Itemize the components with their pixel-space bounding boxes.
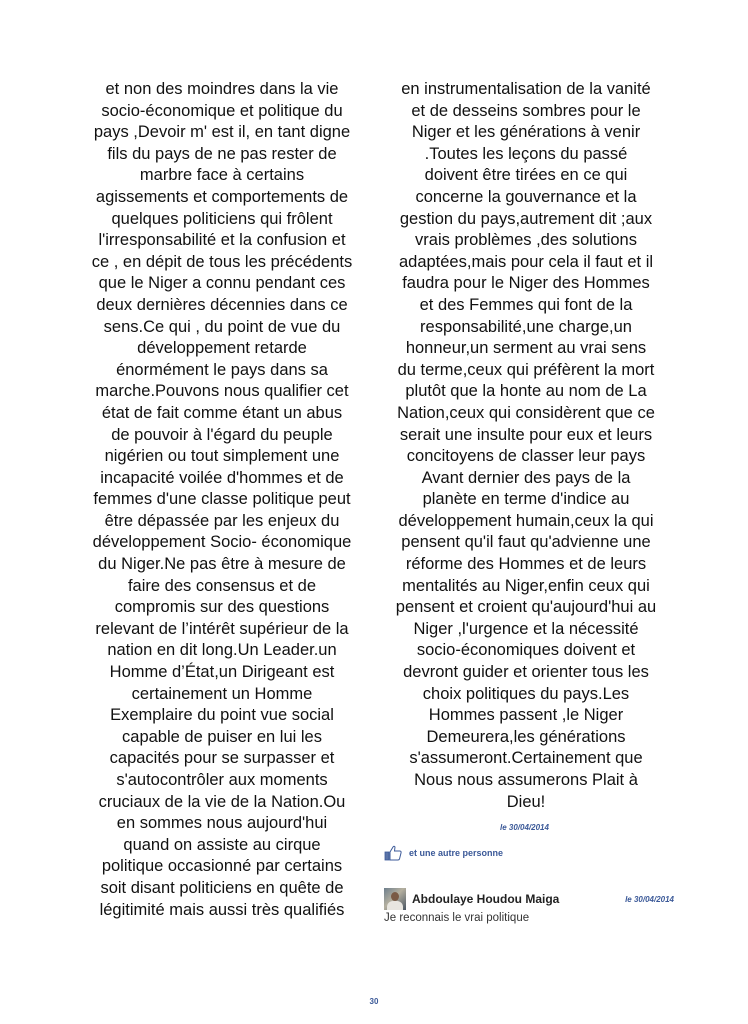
- text-line: du Niger.Ne pas être à mesure de: [98, 555, 346, 574]
- text-line: ce , en dépit de tous les précédents: [91, 252, 353, 271]
- text-line: marche.Pouvons nous qualifier cet: [95, 382, 349, 401]
- text-line: serait une insulte pour eux et leurs: [399, 425, 653, 444]
- text-line: deux dernières décennies dans ce: [96, 295, 348, 314]
- avatar[interactable]: [384, 888, 406, 910]
- article-right-column: [380, 79, 672, 813]
- text-line: incapacité voilée d'hommes et de: [100, 468, 344, 487]
- post-date[interactable]: le 30/04/2014: [500, 823, 549, 832]
- text-line: Hommes passent ,le Niger: [428, 706, 624, 725]
- text-line: capable de puiser en lui les: [122, 727, 322, 746]
- page-number: 30: [369, 997, 379, 1006]
- text-line: l'irresponsabilité et la confusion et: [98, 231, 346, 250]
- text-line: en sommes nous aujourd'hui: [116, 814, 328, 833]
- text-line: .Toutes les leçons du passé: [424, 144, 628, 163]
- text-line: sens.Ce qui , du point de vue du: [103, 317, 341, 336]
- text-line: et des Femmes qui font de la: [419, 295, 633, 314]
- text-line: socio-économiques doivent et: [416, 641, 636, 660]
- text-line: que le Niger a connu pendant ces: [98, 274, 346, 293]
- text-line: s'autocontrôler aux moments: [116, 771, 328, 789]
- text-line: être dépassée par les enjeux du: [104, 511, 340, 530]
- comment-text: Je reconnais le vrai politique: [384, 912, 530, 924]
- text-line: nigérien ou tout simplement une: [104, 447, 340, 466]
- text-line: énormément le pays dans sa: [116, 360, 328, 379]
- comment: [384, 888, 674, 924]
- article-left-column: [76, 79, 368, 921]
- comment-author[interactable]: Abdoulaye Houdou Maiga: [412, 892, 560, 906]
- text-line: développement Socio- économique: [92, 533, 352, 552]
- text-line: légitimité mais aussi très qualifiés: [99, 900, 345, 919]
- text-line: compromis sur des questions: [114, 598, 330, 617]
- text-line: socio-économique et politique du: [101, 101, 343, 120]
- text-line: du terme,ceux qui préfèrent la mort: [397, 360, 655, 379]
- text-line: responsabilité,une charge,un: [420, 317, 632, 336]
- text-line: Niger ,l'urgence et la nécessité: [413, 619, 639, 638]
- text-line: nation en dit long.Un Leader.un: [107, 641, 337, 660]
- text-line: honneur,un serment au vrai sens: [405, 339, 647, 358]
- text-line: réforme des Hommes et de leurs: [405, 555, 647, 574]
- text-line: et de desseins sombres pour le: [411, 101, 641, 120]
- text-line: concitoyens de classer leur pays: [406, 447, 646, 466]
- text-line: Nous nous assumerons Plait à: [414, 771, 638, 789]
- text-line: Nation,ceux qui considèrent que ce: [397, 403, 655, 422]
- text-line: pensent qu'il faut qu'advienne une: [401, 533, 651, 552]
- text-line: état de fait comme étant un abus: [101, 403, 343, 422]
- text-line: Dieu!: [506, 792, 546, 811]
- text-line: cruciaux de la vie de la Nation.Ou: [98, 792, 346, 811]
- like-summary-link[interactable]: et une autre personne: [409, 848, 504, 858]
- text-line: soit disant politiciens en quête de: [100, 878, 344, 897]
- text-line: faudra pour le Niger des Hommes: [402, 274, 650, 293]
- text-line: femmes d'une classe politique peut: [93, 490, 351, 509]
- text-line: et non des moindres dans la vie: [105, 80, 339, 98]
- text-line: vrais problèmes ,des solutions: [415, 231, 637, 250]
- text-line: faire des consensus et de: [127, 576, 317, 595]
- text-line: devront guider et orienter tous les: [403, 663, 649, 682]
- text-line: quelques politiciens qui frôlent: [111, 209, 333, 228]
- comment-date[interactable]: le 30/04/2014: [625, 894, 674, 904]
- text-line: politique occasionné par certains: [101, 857, 343, 876]
- text-line: quand on assiste au cirque: [123, 835, 321, 854]
- text-line: relevant de l’intérêt supérieur de la: [95, 619, 349, 638]
- text-line: pensent et croient qu'aujourd'hui au: [395, 598, 657, 617]
- text-line: mentalités au Niger,enfin ceux qui: [402, 576, 650, 595]
- text-line: Demeurera,les générations: [426, 727, 626, 746]
- comment-header: [384, 888, 674, 910]
- text-line: développement retarde: [137, 339, 307, 358]
- text-line: planète en terme d'indice au: [422, 490, 630, 509]
- text-line: certainement un Homme: [131, 684, 313, 703]
- text-line: doivent être tirées en ce qui: [424, 166, 628, 185]
- like-row: [384, 844, 503, 862]
- text-line: choix politiques du pays.Les: [422, 684, 630, 703]
- text-line: fils du pays de ne pas rester de: [107, 144, 337, 163]
- text-line: Niger et les générations à venir: [411, 123, 641, 142]
- text-line: plutôt que la honte au nom de La: [405, 382, 647, 401]
- text-line: s'assumeront.Certainement que: [409, 749, 643, 768]
- text-line: concerne la gouvernance et la: [415, 187, 637, 206]
- thumbs-up-icon[interactable]: [384, 845, 402, 861]
- text-line: adaptées,mais pour cela il faut et il: [398, 252, 654, 271]
- text-line: de pouvoir à l'égard du peuple: [111, 425, 333, 444]
- text-line: en instrumentalisation de la vanité: [401, 80, 651, 98]
- text-line: gestion du pays,autrement dit ;aux: [399, 209, 653, 228]
- text-line: pays ,Devoir m' est il, en tant digne: [93, 123, 351, 142]
- text-line: Avant dernier des pays de la: [421, 468, 631, 487]
- text-line: marbre face à certains: [139, 166, 305, 185]
- text-line: Exemplaire du point vue social: [110, 706, 334, 725]
- text-line: agissements et comportements de: [95, 187, 349, 206]
- text-line: capacités pour se surpasser et: [109, 749, 335, 768]
- text-line: développement humain,ceux la qui: [398, 511, 654, 530]
- text-line: Homme d’État,un Dirigeant est: [109, 663, 335, 682]
